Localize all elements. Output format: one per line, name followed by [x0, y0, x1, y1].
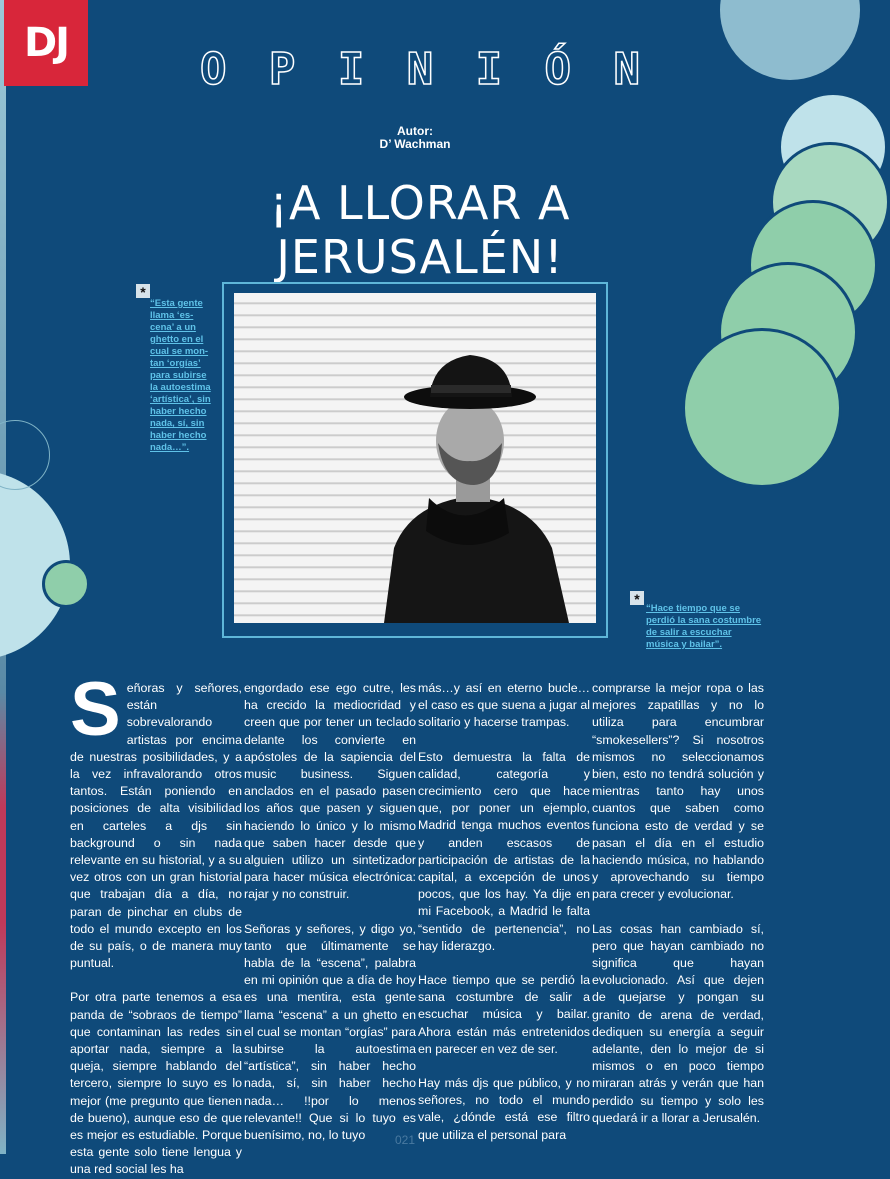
article-paragraph: Señoras y señores, y digo yo, tanto que últimamente se habla de la “escena”, palabra en mi opinión que a día de hoy es una mentira, esta gente llama “escena” a un ghetto en el cual se montan “orgías” para subirse la autoestima “artística”, sin haber hecho nada, sí, sin haber hecho nada… !!por lo menos relevante!! Que si lo tuyo es buenísimo, no, lo tuyo	[244, 921, 416, 1143]
article-paragraph: comprarse la mejor ropa o las mejores zapatillas y no lo utiliza para encumbrar “smokesellers”? Si nosotros mismos no seleccionamos bien, esto no tendrá solución y mientras tanto hay unos cuantos que saben como funciona esto de verdad y se pasan el día en el estudio haciendo música, no hablando y aprovechando su tiempo para crecer y evolucionar.	[592, 681, 764, 902]
pull-quote-left: “Esta gente llama ‘es- cena’ a un ghetto en el cual se mon- tan ‘orgías’ para subirse la autoestima ‘artística’, sin haber hecho nada, sí, sin haber hecho nada…”.	[150, 298, 211, 453]
article-paragraph: Por otra parte tenemos a esa panda de “sobraos de tiempo” que contaminan las redes sin aportar nada, siempre a la queja, siempre hablando del tercero, siempre lo suyo es lo mejor (me pregunto que tienen de bueno), aunque eso de que es mejor es estudiable. Porque esta gente solo tiene lengua y una red social les ha	[70, 990, 242, 1177]
article-paragraph: engordado ese ego cutre, les ha crecido la mediocridad y creen que por tener un teclado delante los convierte en apóstoles de la sapiencia del music business. Siguen anclados en el pasado pasen los años que pasen y siguen haciendo lo único y lo mismo que saben hacer desde que alguien utilizo un sintetizador para hacer música electrónica: rajar y no construir.	[244, 681, 416, 902]
article-paragraph: más…y así en eterno bucle… el caso es que suena a jugar al solitario y hacerse trampas.	[418, 681, 590, 730]
article-paragraph	[70, 667, 242, 972]
logo-text: DJ	[23, 20, 69, 66]
section-letter: N	[406, 44, 434, 95]
article-paragraph: Las cosas han cambiado sí, pero que hayan cambiado no significa que hayan evolucionado. Así que dejen de quejarse y pongan su granito de arena de verdad, dediquen su energía a seguir adelante, den lo mejor de si mismos o en poco tiempo miraran atrás y verán que han perdido su tiempo y solo les quedará ir a llorar a Jerusalén.	[592, 921, 764, 1125]
dj-magazine-logo	[4, 0, 88, 86]
dropcap: S	[70, 667, 121, 752]
dj-portrait-illustration	[234, 293, 596, 623]
pull-quote-mark-left: *	[136, 284, 150, 298]
article-paragraph: Hace tiempo que se perdió la sana costumbre de salir a escuchar música y bailar. Ahora están más entretenidos en parecer en vez de ser.	[418, 973, 590, 1056]
section-letter: I	[337, 44, 365, 95]
deco-circle-right-5	[682, 328, 842, 488]
paragraph-text: eñoras y señores, están sobrevalorando artistas por encima de nuestras posibilidades, y a la vez infravalorando otros tantos. Están poniendo en posiciones de alta visibilidad en carteles a djs sin background o sin nada relevante en su historial, y a su vez otros con un gran historial que trabajan día a día, no paran de pinchar en clubs de todo el mundo excepto en los de su país, o de manera muy puntual.	[70, 681, 242, 971]
page-number: 021	[395, 1133, 416, 1147]
article-column-3	[418, 680, 590, 1144]
article-paragraph: Esto demuestra la falta de calidad, categoría y crecimiento cero que hace que, por poner un ejemplo, Madrid tenga muchos eventos y anden escasos de participación de artistas de la capital, a excepción de unos pocos, que los hay. Ya dije en mi Facebook, a Madrid le falta “sentido de pertenencia”, no hay liderazgo.	[418, 749, 590, 953]
dj-portrait-photo	[234, 293, 596, 623]
article-paragraph: Hay más djs que público, y no señores, no todo el mundo vale, ¿dónde está ese filtro que utiliza el personal para	[418, 1076, 590, 1142]
deco-ring-left	[0, 420, 50, 490]
section-letter: I	[475, 44, 503, 95]
pull-quote-mark-right: *	[630, 591, 644, 605]
section-letter: O	[200, 44, 227, 95]
author-name: D’ Wachman	[379, 137, 451, 151]
section-letter: Ó	[544, 44, 572, 95]
article-column-2	[244, 680, 416, 1144]
article-column-1	[70, 667, 242, 1179]
article-headline: ¡A LLORAR A JERUSALÉN!	[269, 176, 571, 284]
author-label: Autor:	[397, 124, 433, 138]
section-letter: N	[613, 44, 640, 95]
deco-circle-left-small	[42, 560, 90, 608]
article-column-4	[592, 680, 764, 1127]
section-title-opinion	[200, 44, 640, 95]
pull-quote-right: “Hace tiempo que se perdió la sana costumbre de salir a escuchar música y bailar”.	[646, 603, 762, 650]
section-letter: P	[268, 44, 296, 95]
deco-circle-top-right	[720, 0, 860, 80]
